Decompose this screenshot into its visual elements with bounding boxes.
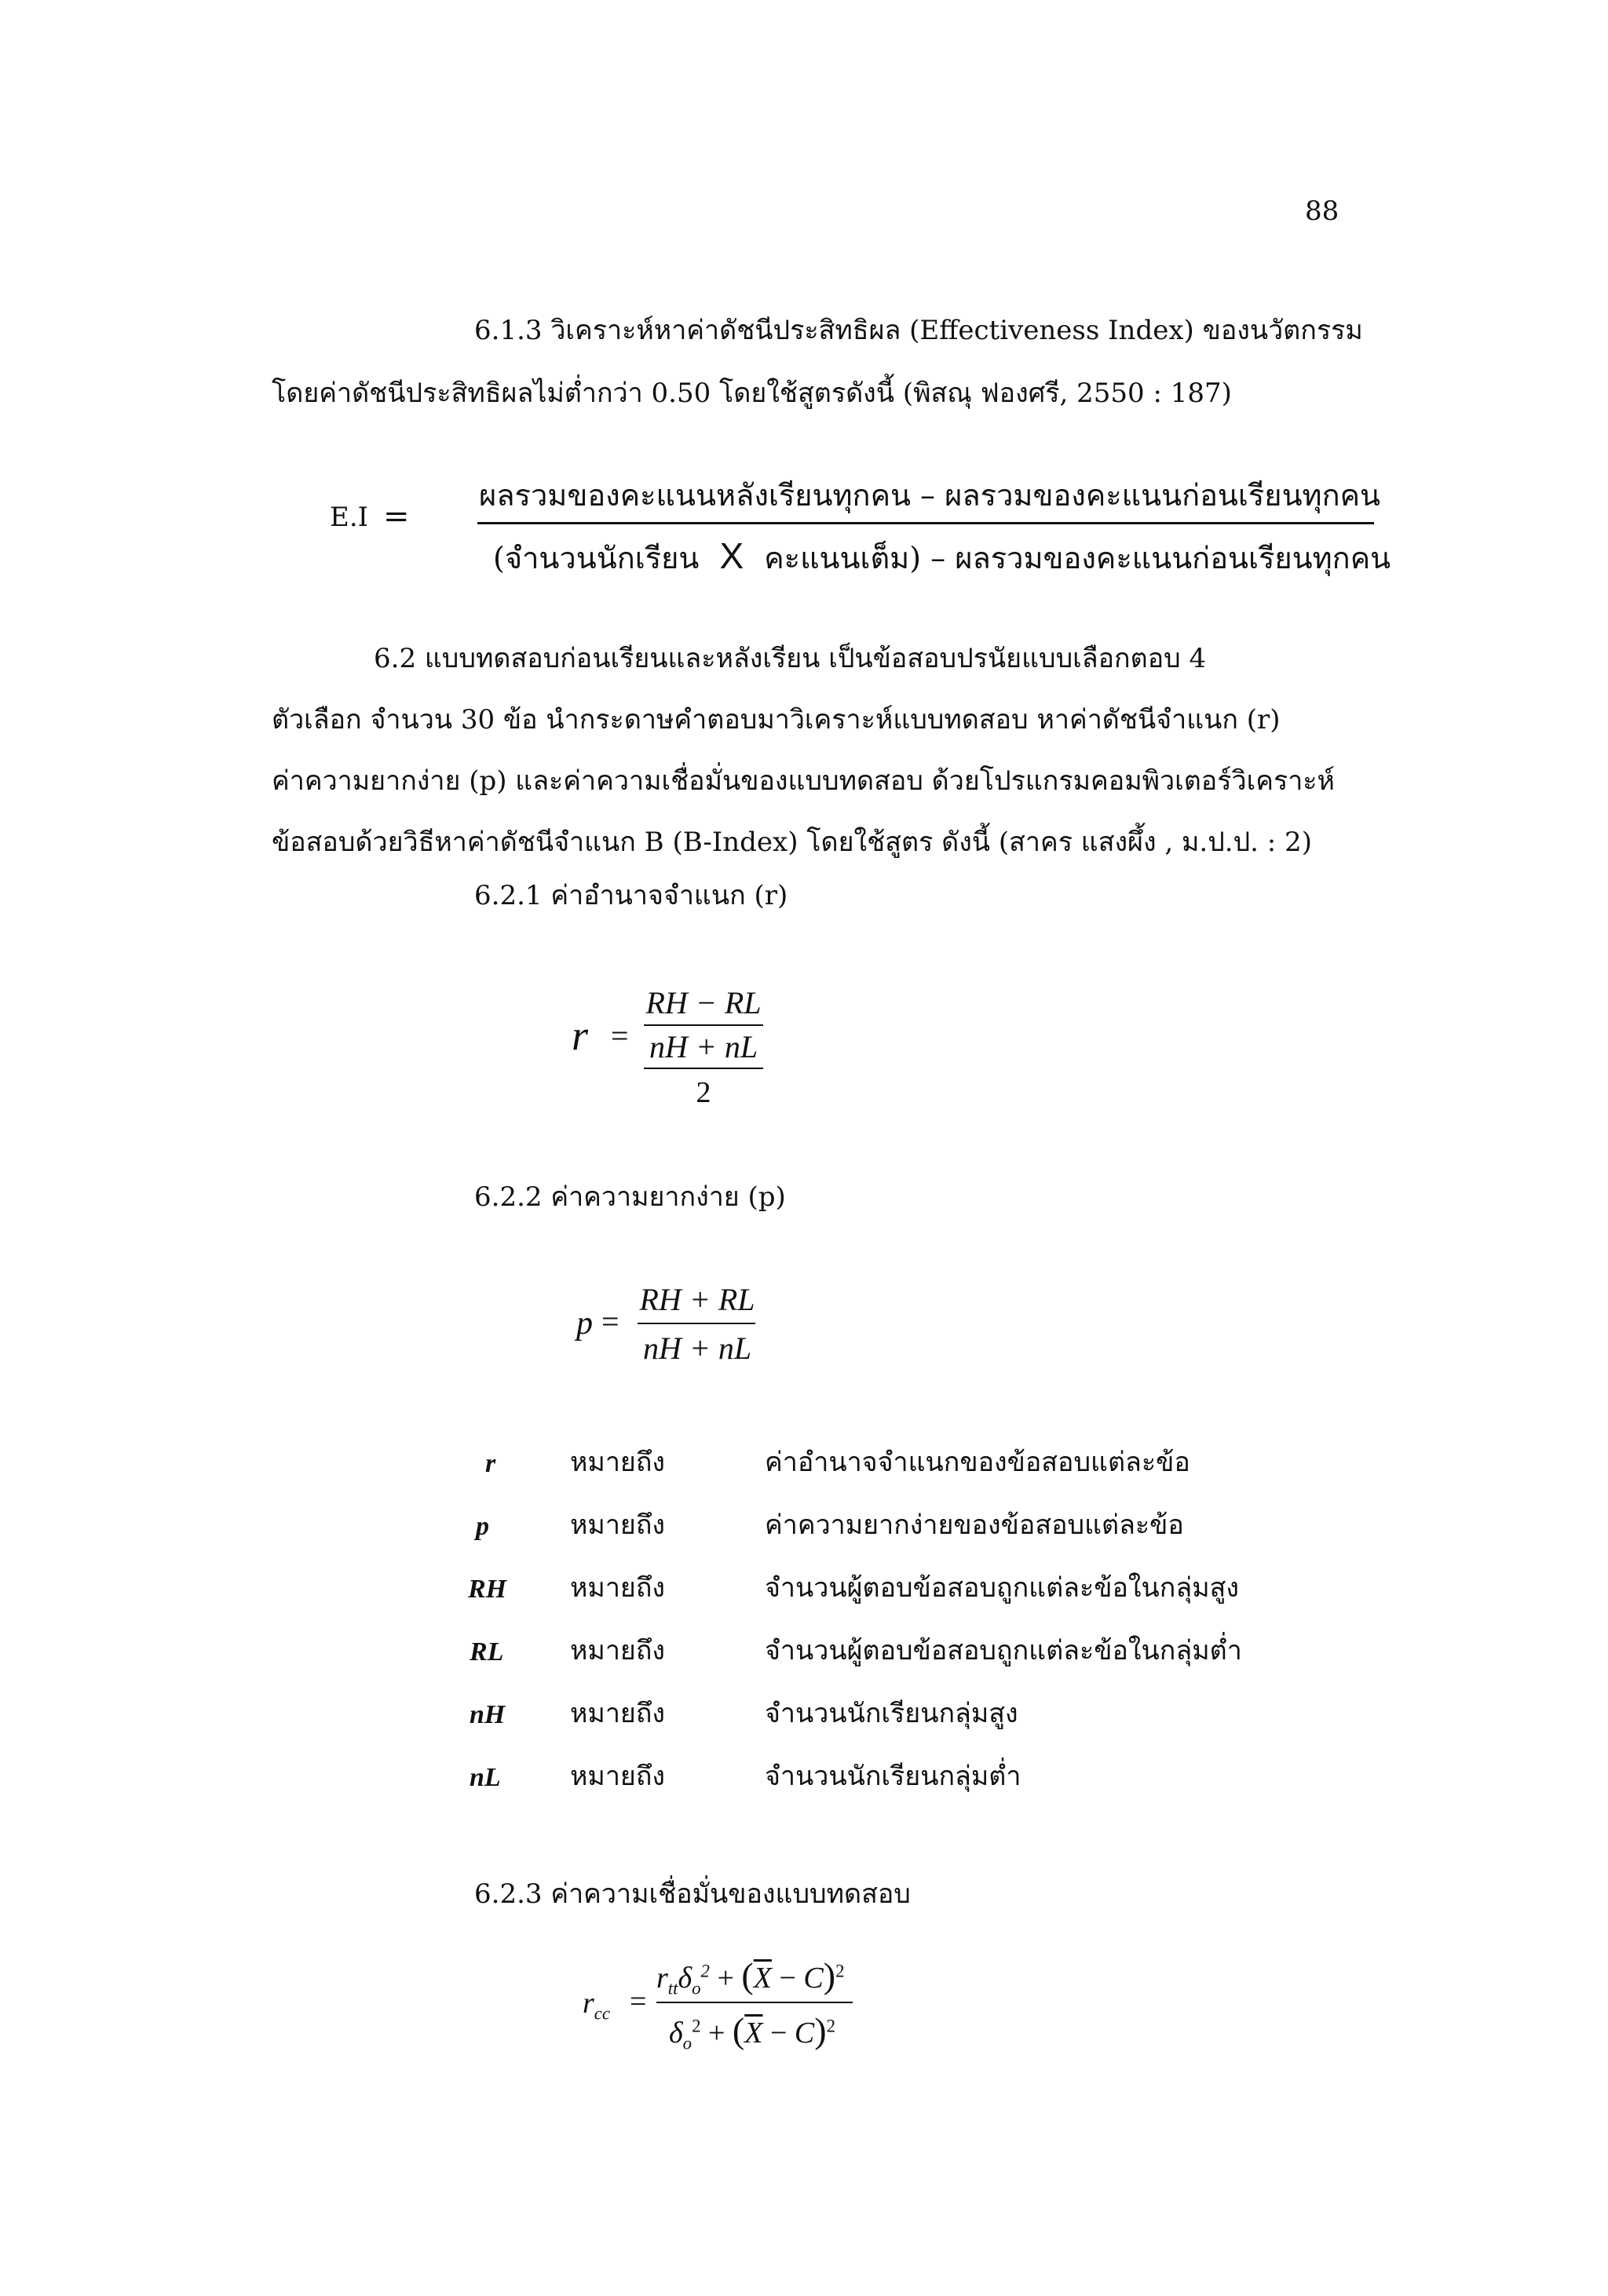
- ei-denominator: [493, 535, 1391, 576]
- formula-r-numerator: RH − RL: [645, 985, 762, 1020]
- definition-symbol: p: [476, 1512, 489, 1541]
- formula-p-bar: [638, 1323, 755, 1324]
- definition-symbol: nH: [470, 1700, 506, 1729]
- sec622-heading: 6.2.2 ค่าความยากง่าย (p): [474, 1181, 786, 1213]
- sec613-line1: 6.1.3 วิเคราะห์หาค่าดัชนีประสิทธิผล (Effectiveness Index) ของนวัตกรรม: [474, 315, 1363, 346]
- definition-means: หมายถึง: [570, 1509, 666, 1541]
- page-number: 88: [1305, 195, 1339, 227]
- formula-r-outer-denominator: 2: [696, 1076, 711, 1109]
- definition-description: ค่าอำนาจจำแนกของข้อสอบแต่ละข้อ: [765, 1447, 1190, 1478]
- formula-p-equals: =: [601, 1304, 619, 1339]
- sec62-line3: ค่าความยากง่าย (p) และค่าความเชื่อมั่นของแบบทดสอบ ด้วยโปรแกรมคอมพิวเตอร์วิเคราะห์: [272, 765, 1335, 797]
- definition-description: ค่าความยากง่ายของข้อสอบแต่ละข้อ: [765, 1509, 1184, 1541]
- ei-denominator-right: คะแนนเต็ม) – ผลรวมของคะแนนก่อนเรียนทุกคน: [764, 541, 1391, 575]
- ei-equals: =: [383, 498, 410, 535]
- formula-r-outer-bar: [644, 1068, 763, 1069]
- ei-fraction-bar: [477, 522, 1374, 524]
- sec621-heading: 6.2.1 ค่าอำนาจจำแนก (r): [474, 880, 788, 911]
- ei-numerator: ผลรวมของคะแนนหลังเรียนทุกคน – ผลรวมของคะแนนก่อนเรียนทุกคน: [479, 478, 1380, 513]
- formula-reliability-denominator: $\delta_o^2 + (\overline{X} - C)^2$: [669, 2010, 835, 2053]
- formula-r-equals: =: [611, 1018, 629, 1053]
- ei-denominator-left: (จำนวนนักเรียน: [493, 541, 700, 575]
- formula-p-denominator: nH + nL: [642, 1331, 752, 1366]
- sec62-line2: ตัวเลือก จำนวน 30 ข้อ นำกระดาษคำตอบมาวิเคราะห์แบบทดสอบ หาค่าดัชนีจำแนก (r): [272, 704, 1281, 736]
- formula-p-lhs: p: [576, 1305, 593, 1341]
- formula-r-inner-denominator: nH + nL: [649, 1029, 758, 1064]
- formula-reliability-lhs-symbol: r: [583, 1987, 594, 2020]
- definition-description: จำนวนนักเรียนกลุ่มต่ำ: [765, 1761, 1021, 1792]
- definition-description: จำนวนผู้ตอบข้อสอบถูกแต่ละข้อในกลุ่มต่ำ: [765, 1635, 1242, 1666]
- sec623-heading: 6.2.3 ค่าความเชื่อมั่นของแบบทดสอบ: [474, 1878, 911, 1910]
- formula-r-lhs: r: [572, 1012, 589, 1059]
- formula-reliability-numerator: $r_{tt}\delta_o^2 + (\overline{X} - C)^2$: [656, 1955, 845, 1999]
- ei-label: E.I: [330, 502, 369, 533]
- formula-reliability-equals: =: [630, 1985, 647, 2018]
- formula-reliability-lhs-subscript: cc: [594, 2003, 611, 2024]
- formula-r-inner-bar: [644, 1024, 763, 1026]
- definition-means: หมายถึง: [570, 1447, 666, 1478]
- sec613-line2: โดยค่าดัชนีประสิทธิผลไม่ต่ำกว่า 0.50 โดยใช้สูตรดังนี้ (พิสณุ ฟองศรี, 2550 : 187): [272, 378, 1232, 409]
- definition-means: หมายถึง: [570, 1761, 666, 1792]
- sec62-line4: ข้อสอบด้วยวิธีหาค่าดัชนีจำแนก B (B-Index) โดยใช้สูตร ดังนี้ (สาคร แสงผึ้ง , ม.ป.ป. : 2): [272, 827, 1312, 858]
- ei-times-sign: X: [719, 535, 744, 576]
- formula-reliability-lhs: [583, 1986, 610, 2024]
- definition-means: หมายถึง: [570, 1635, 666, 1666]
- definition-symbol: nL: [470, 1763, 501, 1792]
- definition-symbol: r: [485, 1449, 496, 1478]
- definition-description: จำนวนผู้ตอบข้อสอบถูกแต่ละข้อในกลุ่มสูง: [765, 1572, 1239, 1604]
- definition-means: หมายถึง: [570, 1572, 666, 1604]
- definition-symbol: RH: [468, 1575, 507, 1604]
- definition-description: จำนวนนักเรียนกลุ่มสูง: [765, 1698, 1018, 1729]
- definition-symbol: RL: [470, 1637, 504, 1666]
- formula-p-numerator: RH + RL: [639, 1282, 755, 1317]
- sec62-line1: 6.2 แบบทดสอบก่อนเรียนและหลังเรียน เป็นข้อสอบปรนัยแบบเลือกตอบ 4: [374, 643, 1207, 674]
- definition-means: หมายถึง: [570, 1698, 666, 1729]
- formula-reliability-bar: [656, 2002, 853, 2003]
